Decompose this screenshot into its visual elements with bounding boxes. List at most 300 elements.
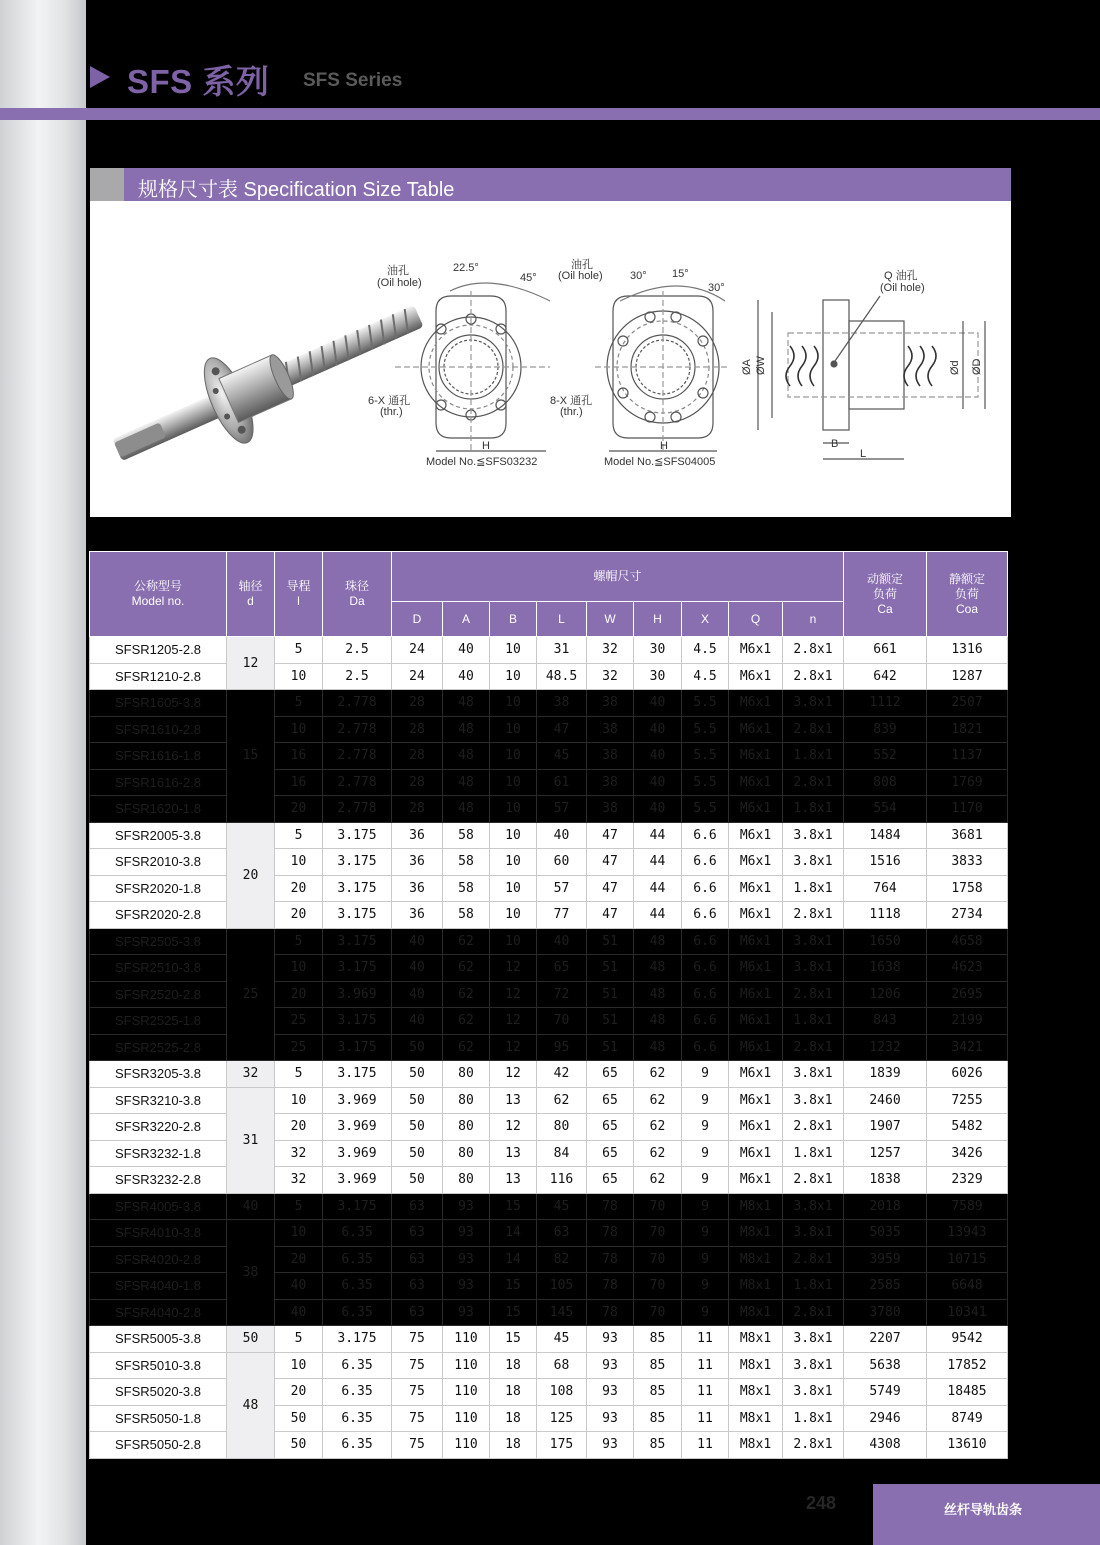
value-cell: 125 <box>537 1405 587 1432</box>
value-cell: 93 <box>587 1405 634 1432</box>
view1-h-label: H <box>482 440 490 452</box>
value-cell: 48 <box>634 955 682 982</box>
value-cell: 70 <box>634 1273 682 1300</box>
value-cell: 6.6 <box>682 1008 729 1035</box>
value-cell: 10 <box>490 849 537 876</box>
value-cell: 15 <box>490 1273 537 1300</box>
header-col-n: n <box>783 602 844 637</box>
value-cell: 45 <box>537 743 587 770</box>
value-cell: M6x1 <box>729 849 783 876</box>
value-cell: 175 <box>537 1432 587 1459</box>
header-shaft: 轴径 d <box>227 552 275 637</box>
header-col-l: L <box>537 602 587 637</box>
value-cell: 3959 <box>844 1246 927 1273</box>
value-cell: 105 <box>537 1273 587 1300</box>
technical-diagram <box>90 201 1011 517</box>
value-cell: 3.969 <box>323 1167 392 1194</box>
value-cell: 20 <box>275 1114 323 1141</box>
value-cell: 2329 <box>927 1167 1008 1194</box>
value-cell: 3.8x1 <box>783 849 844 876</box>
value-cell: 2018 <box>844 1193 927 1220</box>
view2-angle2: 15° <box>672 268 689 280</box>
value-cell: 58 <box>443 902 490 929</box>
value-cell: 11 <box>682 1326 729 1353</box>
value-cell: 10 <box>490 637 537 664</box>
value-cell: 1118 <box>844 902 927 929</box>
value-cell: M6x1 <box>729 1140 783 1167</box>
value-cell: 77 <box>537 902 587 929</box>
value-cell: M6x1 <box>729 1008 783 1035</box>
value-cell: 32 <box>587 663 634 690</box>
model-cell: SFSR1616-1.8 <box>90 743 227 770</box>
value-cell: 2695 <box>927 981 1008 1008</box>
title-arrow-icon <box>90 66 110 88</box>
shaft-diameter-cell: 32 <box>227 1061 275 1088</box>
value-cell: 1838 <box>844 1167 927 1194</box>
value-cell: 3.175 <box>323 902 392 929</box>
value-cell: 82 <box>537 1246 587 1273</box>
value-cell: 40 <box>443 637 490 664</box>
value-cell: 6.6 <box>682 822 729 849</box>
view2-holes-en: (thr.) <box>560 406 583 418</box>
value-cell: 2.778 <box>323 690 392 717</box>
value-cell: 4623 <box>927 955 1008 982</box>
value-cell: 12 <box>490 1061 537 1088</box>
value-cell: M6x1 <box>729 663 783 690</box>
model-cell: SFSR3232-2.8 <box>90 1167 227 1194</box>
value-cell: 12 <box>490 955 537 982</box>
shaft-diameter-cell: 15 <box>227 690 275 823</box>
value-cell: 13 <box>490 1087 537 1114</box>
value-cell: 5 <box>275 690 323 717</box>
view3-dim-a: ØA <box>741 359 753 375</box>
value-cell: 78 <box>587 1273 634 1300</box>
value-cell: 18485 <box>927 1379 1008 1406</box>
value-cell: 38 <box>587 690 634 717</box>
value-cell: M8x1 <box>729 1326 783 1353</box>
value-cell: 2.8x1 <box>783 981 844 1008</box>
value-cell: 13 <box>490 1167 537 1194</box>
value-cell: 10341 <box>927 1299 1008 1326</box>
value-cell: 10 <box>490 928 537 955</box>
value-cell: M6x1 <box>729 769 783 796</box>
value-cell: 1112 <box>844 690 927 717</box>
value-cell: 13610 <box>927 1432 1008 1459</box>
model-cell: SFSR1605-3.8 <box>90 690 227 717</box>
value-cell: 20 <box>275 1379 323 1406</box>
value-cell: 40 <box>275 1273 323 1300</box>
value-cell: 13943 <box>927 1220 1008 1247</box>
value-cell: M8x1 <box>729 1405 783 1432</box>
value-cell: 36 <box>392 875 443 902</box>
value-cell: 1257 <box>844 1140 927 1167</box>
value-cell: 10 <box>490 716 537 743</box>
value-cell: 5 <box>275 1326 323 1353</box>
value-cell: 1287 <box>927 663 1008 690</box>
value-cell: 50 <box>392 1167 443 1194</box>
value-cell: 4658 <box>927 928 1008 955</box>
shaft-diameter-cell: 40 <box>227 1193 275 1220</box>
value-cell: 808 <box>844 769 927 796</box>
value-cell: 1232 <box>844 1034 927 1061</box>
value-cell: 45 <box>537 1193 587 1220</box>
model-cell: SFSR1620-1.8 <box>90 796 227 823</box>
value-cell: 62 <box>634 1061 682 1088</box>
value-cell: 9 <box>682 1087 729 1114</box>
table-row <box>90 1061 1008 1088</box>
value-cell: M6x1 <box>729 981 783 1008</box>
value-cell: 6.6 <box>682 955 729 982</box>
value-cell: 80 <box>443 1167 490 1194</box>
value-cell: 20 <box>275 902 323 929</box>
value-cell: 3.175 <box>323 928 392 955</box>
shaft-diameter-cell: 20 <box>227 822 275 928</box>
value-cell: 3.175 <box>323 1008 392 1035</box>
value-cell: 65 <box>587 1167 634 1194</box>
value-cell: 2.778 <box>323 796 392 823</box>
model-cell: SFSR4005-3.8 <box>90 1193 227 1220</box>
header-col-b: B <box>490 602 537 637</box>
value-cell: 2.5 <box>323 663 392 690</box>
value-cell: 9 <box>682 1299 729 1326</box>
footer-label: 丝杆导轨齿条 <box>943 1502 1022 1517</box>
model-cell: SFSR5010-3.8 <box>90 1352 227 1379</box>
model-cell: SFSR2020-1.8 <box>90 875 227 902</box>
value-cell: 110 <box>443 1352 490 1379</box>
view2-angle3: 30° <box>708 282 725 294</box>
value-cell: 3.8x1 <box>783 955 844 982</box>
value-cell: 1.8x1 <box>783 1273 844 1300</box>
value-cell: 5638 <box>844 1352 927 1379</box>
value-cell: 17852 <box>927 1352 1008 1379</box>
view1-angle2: 45° <box>520 272 537 284</box>
value-cell: 62 <box>443 1008 490 1035</box>
value-cell: 51 <box>587 981 634 1008</box>
value-cell: 554 <box>844 796 927 823</box>
value-cell: 40 <box>443 663 490 690</box>
value-cell: 78 <box>587 1299 634 1326</box>
value-cell: 3.8x1 <box>783 1220 844 1247</box>
value-cell: 12 <box>490 981 537 1008</box>
value-cell: 70 <box>634 1299 682 1326</box>
value-cell: 3.175 <box>323 1193 392 1220</box>
value-cell: 10 <box>275 849 323 876</box>
value-cell: 80 <box>443 1114 490 1141</box>
value-cell: M8x1 <box>729 1352 783 1379</box>
value-cell: 1316 <box>927 637 1008 664</box>
value-cell: 9 <box>682 1140 729 1167</box>
value-cell: 9542 <box>927 1326 1008 1353</box>
value-cell: 110 <box>443 1432 490 1459</box>
value-cell: 63 <box>392 1246 443 1273</box>
value-cell: 44 <box>634 822 682 849</box>
value-cell: M6x1 <box>729 822 783 849</box>
value-cell: 6.35 <box>323 1273 392 1300</box>
value-cell: M8x1 <box>729 1299 783 1326</box>
value-cell: 10 <box>275 716 323 743</box>
value-cell: 110 <box>443 1405 490 1432</box>
value-cell: 3.8x1 <box>783 928 844 955</box>
value-cell: 63 <box>392 1193 443 1220</box>
value-cell: 145 <box>537 1299 587 1326</box>
value-cell: 5482 <box>927 1114 1008 1141</box>
value-cell: 1650 <box>844 928 927 955</box>
value-cell: 9 <box>682 1246 729 1273</box>
value-cell: 6.6 <box>682 1034 729 1061</box>
value-cell: 28 <box>392 796 443 823</box>
value-cell: 2734 <box>927 902 1008 929</box>
view2-oil-hole-en: (Oil hole) <box>558 270 603 282</box>
value-cell: 10 <box>490 769 537 796</box>
value-cell: 75 <box>392 1379 443 1406</box>
value-cell: 93 <box>443 1193 490 1220</box>
value-cell: 3681 <box>927 822 1008 849</box>
model-cell: SFSR2020-2.8 <box>90 902 227 929</box>
value-cell: 1.8x1 <box>783 875 844 902</box>
value-cell: 61 <box>537 769 587 796</box>
value-cell: M6x1 <box>729 1087 783 1114</box>
value-cell: 78 <box>587 1193 634 1220</box>
value-cell: 6026 <box>927 1061 1008 1088</box>
section-title: 规格尺寸表 Specification Size Table <box>138 179 455 201</box>
view1-holes-cn: 6-X 通孔 <box>368 395 411 407</box>
value-cell: 18 <box>490 1405 537 1432</box>
value-cell: 85 <box>634 1379 682 1406</box>
shaft-diameter-cell: 48 <box>227 1352 275 1458</box>
value-cell: 10 <box>490 796 537 823</box>
value-cell: 1839 <box>844 1061 927 1088</box>
header-ball: 珠径 Da <box>323 552 392 637</box>
value-cell: 110 <box>443 1379 490 1406</box>
value-cell: 5.5 <box>682 743 729 770</box>
value-cell: 1516 <box>844 849 927 876</box>
value-cell: 6.35 <box>323 1299 392 1326</box>
spec-table <box>89 551 1008 1459</box>
value-cell: 50 <box>392 1061 443 1088</box>
value-cell: M8x1 <box>729 1273 783 1300</box>
value-cell: 40 <box>392 1008 443 1035</box>
value-cell: 85 <box>634 1432 682 1459</box>
value-cell: 6.35 <box>323 1379 392 1406</box>
header-nut-group: 螺帽尺寸 <box>392 552 844 602</box>
value-cell: 62 <box>634 1087 682 1114</box>
value-cell: 62 <box>537 1087 587 1114</box>
value-cell: 6.6 <box>682 849 729 876</box>
value-cell: 20 <box>275 1246 323 1273</box>
value-cell: 4308 <box>844 1432 927 1459</box>
model-cell: SFSR3205-3.8 <box>90 1061 227 1088</box>
value-cell: 18 <box>490 1352 537 1379</box>
value-cell: 24 <box>392 637 443 664</box>
value-cell: 40 <box>634 716 682 743</box>
value-cell: 3421 <box>927 1034 1008 1061</box>
value-cell: 552 <box>844 743 927 770</box>
nut-side-section <box>758 296 985 459</box>
value-cell: M6x1 <box>729 1034 783 1061</box>
model-cell: SFSR1210-2.8 <box>90 663 227 690</box>
value-cell: 60 <box>537 849 587 876</box>
value-cell: 1821 <box>927 716 1008 743</box>
value-cell: 85 <box>634 1352 682 1379</box>
value-cell: 25 <box>275 1008 323 1035</box>
value-cell: 839 <box>844 716 927 743</box>
model-cell: SFSR2525-2.8 <box>90 1034 227 1061</box>
value-cell: 58 <box>443 875 490 902</box>
value-cell: 3.8x1 <box>783 1326 844 1353</box>
value-cell: 28 <box>392 716 443 743</box>
value-cell: 32 <box>587 637 634 664</box>
value-cell: 764 <box>844 875 927 902</box>
value-cell: 10 <box>490 875 537 902</box>
value-cell: 15 <box>490 1326 537 1353</box>
table-row <box>90 928 1008 955</box>
value-cell: 1758 <box>927 875 1008 902</box>
value-cell: 9 <box>682 1061 729 1088</box>
value-cell: 5749 <box>844 1379 927 1406</box>
view3-dim-d: ØD <box>971 358 983 375</box>
header-dynamic-load: 动额定 负荷 Ca <box>844 552 927 637</box>
value-cell: 7255 <box>927 1087 1008 1114</box>
value-cell: 2.8x1 <box>783 1034 844 1061</box>
value-cell: 44 <box>634 875 682 902</box>
value-cell: 10 <box>490 690 537 717</box>
page-number: 248 <box>806 1493 837 1513</box>
page-title: SFS 系列 <box>127 63 270 100</box>
value-cell: 40 <box>634 690 682 717</box>
value-cell: 6.35 <box>323 1352 392 1379</box>
table-row <box>90 637 1008 664</box>
value-cell: M6x1 <box>729 1167 783 1194</box>
value-cell: 1.8x1 <box>783 1008 844 1035</box>
value-cell: 40 <box>537 928 587 955</box>
value-cell: 4.5 <box>682 663 729 690</box>
model-cell: SFSR1205-2.8 <box>90 637 227 664</box>
value-cell: 58 <box>443 822 490 849</box>
value-cell: M8x1 <box>729 1220 783 1247</box>
model-cell: SFSR1616-2.8 <box>90 769 227 796</box>
value-cell: M8x1 <box>729 1432 783 1459</box>
value-cell: 48 <box>634 1008 682 1035</box>
view2-oil-hole-cn: 油孔 <box>571 259 593 271</box>
value-cell: 50 <box>392 1114 443 1141</box>
value-cell: M6x1 <box>729 902 783 929</box>
value-cell: 32 <box>275 1167 323 1194</box>
value-cell: 5 <box>275 928 323 955</box>
value-cell: 70 <box>634 1220 682 1247</box>
value-cell: 44 <box>634 902 682 929</box>
view3-oil-hole-cn: Q 油孔 <box>884 270 918 282</box>
value-cell: 78 <box>587 1246 634 1273</box>
value-cell: 2.8x1 <box>783 637 844 664</box>
value-cell: 2.8x1 <box>783 769 844 796</box>
value-cell: 47 <box>587 849 634 876</box>
value-cell: 93 <box>587 1379 634 1406</box>
view3-oil-hole-en: (Oil hole) <box>880 282 925 294</box>
value-cell: M6x1 <box>729 1061 783 1088</box>
value-cell: 3.175 <box>323 955 392 982</box>
value-cell: 9 <box>682 1193 729 1220</box>
value-cell: 10 <box>275 1087 323 1114</box>
model-cell: SFSR2510-3.8 <box>90 955 227 982</box>
value-cell: 18 <box>490 1432 537 1459</box>
left-gradient-strip <box>0 0 86 1545</box>
flange-view-2 <box>595 286 730 451</box>
value-cell: 75 <box>392 1432 443 1459</box>
value-cell: 75 <box>392 1326 443 1353</box>
value-cell: 50 <box>275 1405 323 1432</box>
value-cell: 68 <box>537 1352 587 1379</box>
model-cell: SFSR4040-1.8 <box>90 1273 227 1300</box>
value-cell: 40 <box>392 955 443 982</box>
value-cell: 93 <box>587 1432 634 1459</box>
value-cell: 47 <box>587 902 634 929</box>
value-cell: 6.35 <box>323 1246 392 1273</box>
value-cell: 80 <box>443 1061 490 1088</box>
value-cell: 48.5 <box>537 663 587 690</box>
value-cell: 57 <box>537 875 587 902</box>
value-cell: 48 <box>634 1034 682 1061</box>
value-cell: 6648 <box>927 1273 1008 1300</box>
value-cell: 2.8x1 <box>783 902 844 929</box>
header-col-x: X <box>682 602 729 637</box>
value-cell: 2207 <box>844 1326 927 1353</box>
model-cell: SFSR2525-1.8 <box>90 1008 227 1035</box>
value-cell: 63 <box>392 1299 443 1326</box>
value-cell: 47 <box>537 716 587 743</box>
value-cell: 75 <box>392 1352 443 1379</box>
value-cell: 3780 <box>844 1299 927 1326</box>
value-cell: 15 <box>490 1299 537 1326</box>
value-cell: 36 <box>392 822 443 849</box>
model-cell: SFSR4040-2.8 <box>90 1299 227 1326</box>
value-cell: M6x1 <box>729 928 783 955</box>
header-col-h: H <box>634 602 682 637</box>
value-cell: 40 <box>392 928 443 955</box>
value-cell: 5 <box>275 822 323 849</box>
value-cell: 93 <box>587 1352 634 1379</box>
value-cell: 110 <box>443 1326 490 1353</box>
value-cell: 3.969 <box>323 1087 392 1114</box>
value-cell: 661 <box>844 637 927 664</box>
view1-oil-hole-cn: 油孔 <box>387 265 409 277</box>
value-cell: 40 <box>634 743 682 770</box>
model-cell: SFSR2520-2.8 <box>90 981 227 1008</box>
value-cell: 1206 <box>844 981 927 1008</box>
value-cell: 65 <box>587 1061 634 1088</box>
value-cell: 63 <box>392 1220 443 1247</box>
view2-holes-cn: 8-X 通孔 <box>550 395 593 407</box>
flange-view-1 <box>395 283 550 451</box>
value-cell: 8749 <box>927 1405 1008 1432</box>
value-cell: 48 <box>634 928 682 955</box>
value-cell: 30 <box>634 663 682 690</box>
value-cell: 38 <box>587 796 634 823</box>
value-cell: 62 <box>634 1114 682 1141</box>
value-cell: 3.8x1 <box>783 690 844 717</box>
value-cell: 10 <box>490 743 537 770</box>
value-cell: 108 <box>537 1379 587 1406</box>
value-cell: 6.35 <box>323 1405 392 1432</box>
value-cell: 9 <box>682 1220 729 1247</box>
view1-model-note: Model No.≦SFS03232 <box>426 456 538 468</box>
shaft-diameter-cell: 50 <box>227 1326 275 1353</box>
view1-oil-hole-en: (Oil hole) <box>377 277 422 289</box>
value-cell: 10 <box>275 1352 323 1379</box>
model-cell: SFSR3232-1.8 <box>90 1140 227 1167</box>
value-cell: 10715 <box>927 1246 1008 1273</box>
value-cell: 11 <box>682 1352 729 1379</box>
value-cell: 3.8x1 <box>783 822 844 849</box>
